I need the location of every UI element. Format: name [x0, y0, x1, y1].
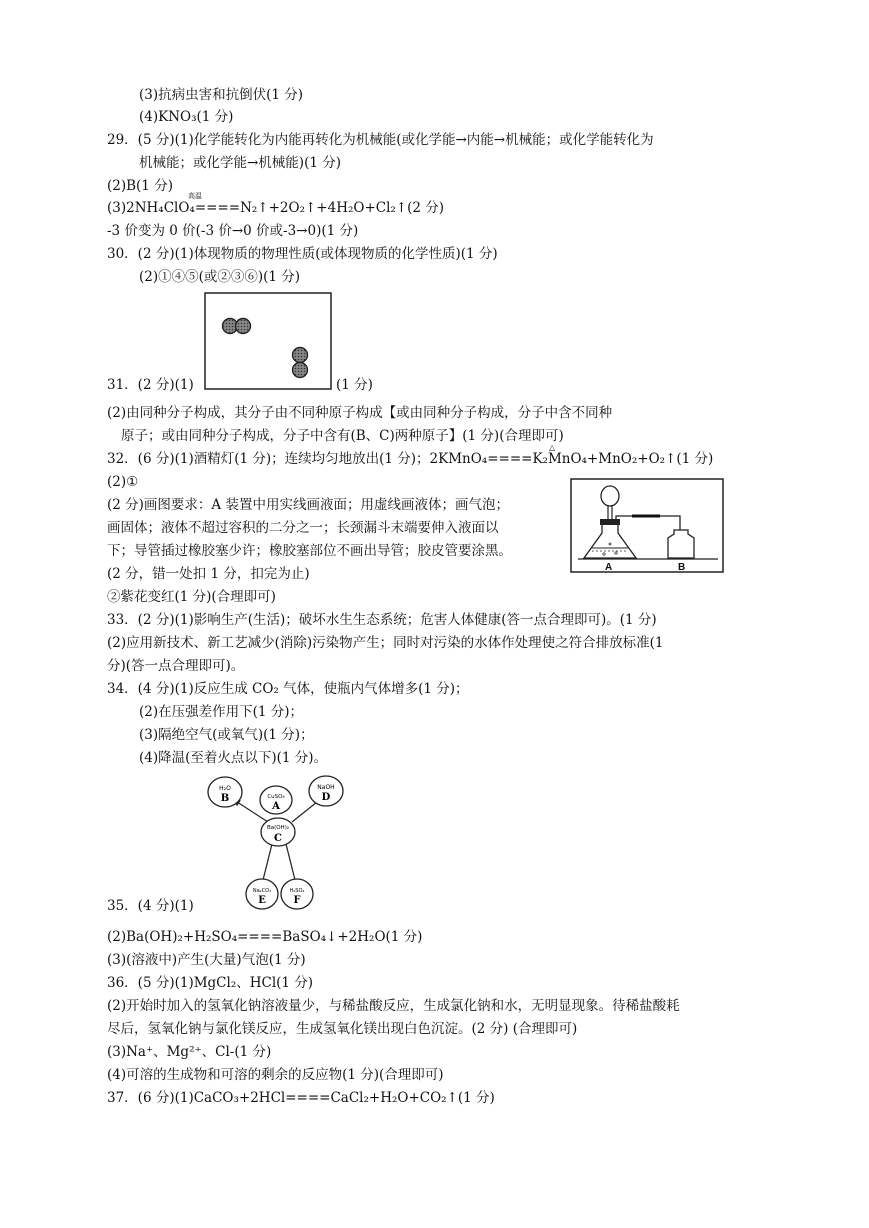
substance-network-figure	[198, 772, 358, 912]
answer-line: 下；导管插过橡胶塞少许；橡胶塞部位不画出导管；胶皮管要涂黑。	[107, 543, 512, 559]
node-f-letter: F	[293, 895, 301, 906]
answer-line: -3 价变为 0 价(-3 价→0 价或-3→0)(1 分)	[107, 223, 359, 239]
answer-line: 36．(5 分)(1)MgCl₂、HCl(1 分)	[107, 975, 314, 991]
answer-line: (3)(溶液中)产生(大量)气泡(1 分)	[107, 952, 306, 968]
answer-line: (4)KNO₃(1 分)	[139, 109, 234, 125]
node-f	[281, 879, 313, 909]
answer-line: (2)应用新技术、新工艺减少(消除)污染物产生；同时对污染的水体作处理使之符合排放标准(1	[107, 635, 664, 651]
node-a-letter: A	[272, 801, 280, 812]
answer-line: 33．(2 分)(1)影响生产(生活)；破坏水生生态系统；危害人体健康(答一点合理即可)。(1 分)	[107, 612, 657, 628]
node-e-letter: E	[258, 895, 266, 906]
molecule-model-figure	[204, 292, 332, 390]
answer-line: 37．(6 分)(1)CaCO₃+2HCl====CaCl₂+H₂O+CO₂↑(1 分)	[107, 1090, 495, 1106]
node-b-formula: H₂O	[219, 785, 231, 792]
answer-line: 31．(2 分)(1)	[107, 377, 194, 393]
answer-line: (3)2NH₄ClO₄====N₂↑+2O₂↑+4H₂O+Cl₂↑(2 分)	[107, 200, 445, 216]
answer-line: 30．(2 分)(1)体现物质的物理性质(或体现物质的化学性质)(1 分)	[107, 246, 498, 262]
answer-line: (2 分，错一处扣 1 分，扣完为止)	[107, 566, 310, 582]
reaction-condition: △	[549, 443, 556, 452]
node-b-letter: B	[220, 793, 230, 804]
answer-line: (2)由同种分子构成，其分子由不同种原子构成【或由同种分子构成，分子中含不同种	[107, 405, 613, 421]
node-a	[260, 786, 292, 814]
node-c	[261, 818, 295, 846]
answer-line: (3)Na⁺、Mg²⁺、Cl-(1 分)	[107, 1044, 272, 1060]
apparatus-label-b: B	[678, 562, 686, 573]
answer-line: (2 分)画图要求：A 装置中用实线画液面；用虚线画液体；画气泡；	[107, 497, 509, 513]
answer-line: (2)B(1 分)	[107, 178, 173, 194]
apparatus-label-a: A	[605, 562, 613, 573]
answer-line: (1 分)	[336, 377, 373, 393]
answer-line: (2)Ba(OH)₂+H₂SO₄====BaSO₄↓+2H₂O(1 分)	[107, 929, 423, 945]
answer-line: 画固体；液体不超过容积的二分之一；长颈漏斗末端要伸入液面以	[107, 520, 499, 536]
answer-line: 分)(答一点合理即可)。	[107, 658, 245, 674]
answer-line: (2)①	[107, 474, 139, 490]
node-e-formula: Na₂CO₃	[252, 888, 272, 894]
node-f-formula: H₂SO₄	[289, 888, 305, 894]
answer-line: 尽后，氢氧化钠与氯化镁反应，生成氢氧化镁出现白色沉淀。(2 分) (合理即可)	[107, 1021, 578, 1037]
node-d-formula: NaOH	[317, 784, 335, 791]
answer-line: 29．(5 分)(1)化学能转化为内能再转化为机械能(或化学能→内能→机械能；或化学能转化为	[107, 132, 654, 148]
answer-line: (4)可溶的生成物和可溶的剩余的反应物(1 分)(合理即可)	[107, 1067, 444, 1083]
answer-line: ②紫花变红(1 分)(合理即可)	[107, 589, 276, 605]
answer-line: (3)抗病虫害和抗倒伏(1 分)	[139, 87, 304, 103]
node-b	[208, 777, 242, 807]
answer-line: (2)在压强差作用下(1 分)；	[139, 704, 304, 720]
answer-line: 34．(4 分)(1)反应生成 CO₂ 气体，使瓶内气体增多(1 分)；	[107, 681, 469, 697]
answer-line: (4)降温(至着火点以下)(1 分)。	[139, 750, 328, 766]
answer-line: 机械能；或化学能→机械能)(1 分)	[139, 155, 341, 171]
node-d	[309, 776, 343, 806]
answer-line: (3)隔绝空气(或氧气)(1 分)；	[139, 727, 314, 743]
answer-line: (2)开始时加入的氢氧化钠溶液量少，与稀盐酸反应，生成氯化钠和水，无明显现象。待稀盐酸耗	[107, 998, 680, 1014]
reaction-condition: 高温	[188, 192, 202, 200]
gas-apparatus-figure	[570, 478, 725, 573]
answer-line: 32．(6 分)(1)酒精灯(1 分)；连续均匀地放出(1 分)；2KMnO₄====K₂MnO₄+MnO₂+O₂↑(1 分)	[107, 451, 714, 467]
node-d-letter: D	[321, 792, 331, 803]
answer-line: 原子；或由同种分子构成，分子中含有(B、C)两种原子】(1 分)(合理即可)	[121, 428, 564, 444]
node-a-formula: CuSO₄	[267, 794, 285, 800]
node-c-formula: Ba(OH)₂	[266, 825, 290, 831]
answer-line: 35．(4 分)(1)	[107, 898, 194, 914]
answer-line: (2)①④⑤(或②③⑥)(1 分)	[139, 269, 301, 285]
node-c-letter: C	[274, 833, 282, 844]
node-e	[246, 879, 278, 909]
